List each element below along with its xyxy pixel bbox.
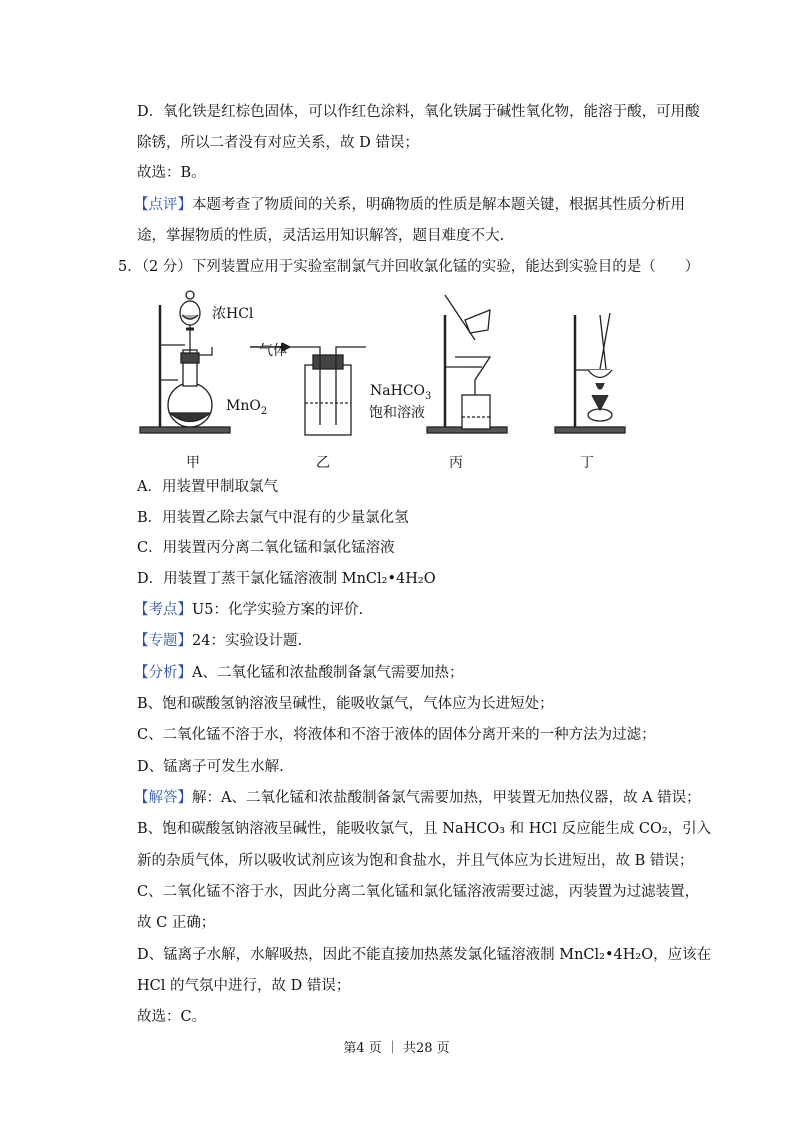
prev-comment-line2: 途，掌握物质的性质，灵活运用知识解答，题目难度不大.: [137, 228, 505, 244]
caption-bing: 丙: [449, 455, 463, 471]
label-mno2-sub: 2: [260, 405, 268, 417]
kaodian-text: U5：化学实验方案的评价.: [192, 602, 364, 618]
caption-ding: 丁: [580, 455, 594, 471]
jieda-line: [134, 788, 701, 808]
fenxi-text3: C、二氧化锰不溶于水，将液体和不溶于液体的固体分离开来的一种方法为过滤；: [137, 727, 656, 743]
fenxi-text4: D、锰离子可发生水解.: [137, 759, 284, 775]
prev-option-d-line1: D．氧化铁是红棕色固体，可以作红色涂料，氧化铁属于碱性氧化物，能溶于酸，可用酸: [137, 104, 700, 120]
jieda-text2: B、饱和碳酸氢钠溶液呈碱性，能吸收氯气，且 NaHCO₃ 和 HCl 反应能生成 CO₂，引入: [137, 821, 712, 837]
option-c: C．用装置丙分离二氧化锰和氯化锰溶液: [137, 540, 395, 556]
label-saturated: 饱和溶液: [369, 405, 425, 421]
jieda-text1: 解：A、二氧化锰和浓盐酸制备氯气需要加热，甲装置无加热仪器，故 A 错误；: [192, 790, 701, 806]
label-gas: 气体: [259, 343, 287, 359]
jieda-text6: D、锰离子水解，水解吸热，因此不能直接加热蒸发氯化锰溶液制 MnCl₂•4H₂O，应该在: [137, 947, 712, 963]
page-footer: 第4 页 ｜ 共28 页: [343, 1041, 450, 1056]
apparatus-bing: [427, 295, 507, 433]
label-mno2: [226, 398, 267, 417]
label-nahco3-text: NaHCO: [370, 383, 425, 399]
caption-yi: 乙: [316, 455, 330, 471]
option-a: A．用装置甲制取氯气: [137, 479, 278, 495]
jieda-text3: 新的杂质气体，所以吸收试剂应该为饱和食盐水，并且气体应为长进短出，故 B 错误；: [137, 853, 694, 869]
question-5-stem: 5．（2 分）下列装置应用于实验室制氯气并回收氯化锰的实验，能达到实验目的是（ ）: [118, 259, 700, 275]
zhuanti-tag: 【专题】: [134, 633, 192, 649]
fenxi-line: [134, 663, 463, 683]
prev-answer: 故选：B。: [137, 165, 206, 181]
zhuanti-text: 24：实验设计题.: [192, 633, 303, 649]
prev-comment-line1: [134, 195, 685, 215]
q5-answer: 故选：C。: [137, 1009, 207, 1025]
prev-option-d-line2: 除锈，所以二者没有对应关系，故 D 错误；: [137, 135, 419, 151]
label-hcl: 浓HCl: [212, 306, 254, 322]
label-nahco3-sub: 3: [425, 390, 432, 402]
fenxi-text1: A、二氧化锰和浓盐酸制备氯气需要加热；: [192, 665, 464, 681]
jieda-text4: C、二氧化锰不溶于水，因此分离二氧化锰和氯化锰溶液需要过滤，丙装置为过滤装置，: [137, 884, 700, 900]
jieda-text5: 故 C 正确；: [137, 915, 216, 931]
jieda-text7: HCl 的气氛中进行，故 D 错误；: [137, 978, 351, 994]
label-nahco3: [370, 383, 431, 402]
label-mno2-text: MnO: [226, 398, 261, 414]
comment-tag: 【点评】: [134, 197, 192, 213]
option-b: B．用装置乙除去氯气中混有的少量氯化氢: [137, 510, 409, 526]
fenxi-tag: 【分析】: [134, 665, 192, 681]
caption-jia: 甲: [186, 455, 200, 471]
fenxi-text2: B、饱和碳酸氢钠溶液呈碱性，能吸收氯气，气体应为长进短处；: [137, 696, 554, 712]
apparatus-ding: [555, 313, 625, 433]
jieda-tag: 【解答】: [134, 790, 192, 806]
kaodian-tag: 【考点】: [134, 602, 192, 618]
comment-text1: 本题考查了物质间的关系，明确物质的性质是解本题关键，根据其性质分析用: [192, 197, 685, 213]
zhuanti-line: [134, 631, 302, 651]
kaodian-line: [134, 600, 363, 620]
option-d: D．用装置丁蒸干氯化锰溶液制 MnCl₂•4H₂O: [137, 571, 436, 587]
